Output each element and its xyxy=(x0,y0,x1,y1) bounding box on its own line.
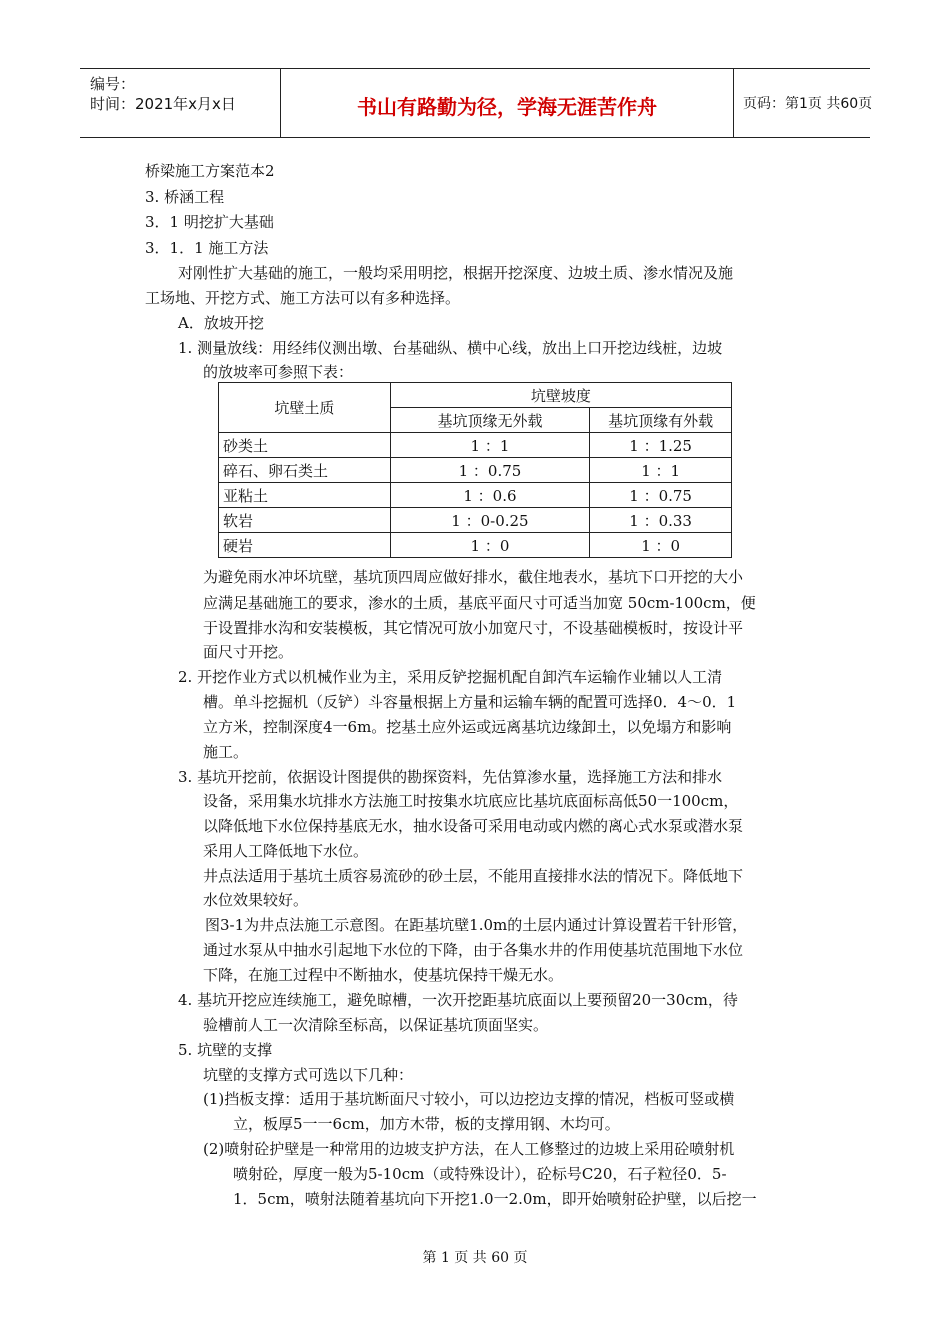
list-item-continued: 施工。 xyxy=(203,743,249,761)
slope-table xyxy=(218,382,732,558)
sub-item-continued: 立，板厚5一一6cm，加方木带，板的支撑用钢、木均可。 xyxy=(233,1115,620,1133)
list-item: 1. 测量放线：用经纬仪测出墩、台基础纵、横中心线，放出上口开挖边线桩，边坡 xyxy=(178,339,723,357)
table-cell-no-load: 1 ：0 xyxy=(390,533,590,558)
table-cell-soil: 碎石、卵石类土 xyxy=(219,458,391,483)
table-cell-soil: 砂类土 xyxy=(219,433,391,458)
paragraph-line: 水位效果较好。 xyxy=(203,891,309,909)
table-row xyxy=(219,508,732,533)
paragraph-line: 对刚性扩大基础的施工，一般均采用明挖，根据开挖深度、边坡土质、渗水情况及施 xyxy=(178,264,734,282)
header-left-cell xyxy=(80,69,280,137)
paragraph-line: 通过水泵从中抽水引起地下水位的下降，由于各集水井的作用使基坑范围地下水位 xyxy=(203,941,744,959)
section-heading: 3. 桥涵工程 xyxy=(145,188,225,206)
table-cell-no-load: 1 ：0-0.25 xyxy=(390,508,590,533)
table-cell-soil: 硬岩 xyxy=(219,533,391,558)
document-header xyxy=(80,68,873,138)
header-motto-cell xyxy=(280,69,734,137)
motto: 书山有路勤为径，学海无涯苦作舟 xyxy=(357,95,657,119)
number-label: 编号： xyxy=(90,75,136,93)
list-item: 4. 基坑开挖应连续施工，避免晾槽，一次开挖距基坑底面以上要预留20一30cm，待 xyxy=(178,991,738,1009)
list-item-continued: 槽。单斗挖掘机（反铲）斗容量根据上方量和运输车辆的配置可选择0．4～0．1 xyxy=(203,693,737,711)
list-item-continued: 验槽前人工一次清除至标高，以保证基坑顶面坚实。 xyxy=(203,1016,549,1034)
table-cell-no-load: 1 ：1 xyxy=(390,433,590,458)
sub-item: (1)挡板支撑：适用于基坑断面尺寸较小，可以边挖边支撑的情况，档板可竖或横 xyxy=(203,1090,735,1108)
table-cell-load: 1 ：0 xyxy=(590,533,732,558)
paragraph-line: 应满足基础施工的要求，渗水的土质，基底平面尺寸可适当加宽 50cm-100cm，便 xyxy=(203,594,756,612)
paragraph-line: 工场地、开挖方式、施工方法可以有多种选择。 xyxy=(145,289,461,307)
table-header-row xyxy=(219,383,732,408)
table-cell-soil: 软岩 xyxy=(219,508,391,533)
page-info: 页码：第1页 共60页 xyxy=(743,96,873,112)
sub-item: (2)喷射砼护壁是一种常用的边坡支护方法，在人工修整过的边坡上采用砼喷射机 xyxy=(203,1140,735,1158)
paragraph-line: 下降，在施工过程中不断抽水，使基坑保持干燥无水。 xyxy=(203,966,564,984)
table-header-slope: 坑壁坡度 xyxy=(390,383,731,408)
item-heading: A．放坡开挖 xyxy=(178,314,264,332)
list-item-continued: 立方米，控制深度4一6m。挖基土应外运或远离基坑边缘卸土，以免塌方和影响 xyxy=(203,718,732,736)
list-item-continued: 采用人工降低地下水位。 xyxy=(203,842,369,860)
table-cell-load: 1 ：1 xyxy=(590,458,732,483)
list-item: 3. 基坑开挖前，依据设计图提供的勘探资料，先估算渗水量，选择施工方法和排水 xyxy=(178,768,723,786)
page-footer: 第 1 页 共 60 页 xyxy=(422,1250,528,1266)
paragraph-line: 为避免雨水冲坏坑壁，基坑顶四周应做好排水，截住地表水，基坑下口开挖的大小 xyxy=(203,568,744,586)
paragraph-line: 面尺寸开挖。 xyxy=(203,643,294,661)
list-item-continued: 以降低地下水位保持基底无水，抽水设备可采用电动或内燃的离心式水泵或潜水泵 xyxy=(203,817,744,835)
table-row xyxy=(219,533,732,558)
table-cell-no-load: 1 ：0.75 xyxy=(390,458,590,483)
paragraph-line: 坑壁的支撑方式可选以下几种： xyxy=(203,1066,414,1084)
table-row xyxy=(219,458,732,483)
paragraph-line: 井点法适用于基坑土质容易流砂的砂土层，不能用直接排水法的情况下。降低地下 xyxy=(203,867,744,885)
sub-item-continued: 1．5cm，喷射法随着基坑向下开挖1.0一2.0m，即开始喷射砼护壁，以后挖一 xyxy=(233,1190,757,1208)
list-item-continued: 的放坡率可参照下表： xyxy=(203,363,354,381)
date-line: 时间：2021年x月x日 xyxy=(90,95,236,113)
table-cell-load: 1 ：0.75 xyxy=(590,483,732,508)
table-row xyxy=(219,433,732,458)
table-header-soil: 坑壁土质 xyxy=(219,383,391,433)
list-item: 5. 坑壁的支撑 xyxy=(178,1041,273,1059)
sub-item-continued: 喷射砼，厚度一般为5-10cm（或特殊设计），砼标号C20，石子粒径0．5- xyxy=(233,1165,727,1183)
header-page-cell xyxy=(733,69,873,137)
table-cell-load: 1 ：1.25 xyxy=(590,433,732,458)
paragraph-line: 图3-1为井点法施工示意图。在距基坑壁1.0m的土层内通过计算设置若干针形管， xyxy=(205,916,748,934)
paragraph-line: 于设置排水沟和安装模板，其它情况可放小加宽尺寸，不设基础模板时，按设计平 xyxy=(203,619,744,637)
subsection-heading: 3．1 明挖扩大基础 xyxy=(145,213,274,231)
table-header-no-load: 基坑顶缘无外载 xyxy=(390,408,590,433)
table-cell-no-load: 1 ：0.6 xyxy=(390,483,590,508)
table-cell-soil: 亚粘土 xyxy=(219,483,391,508)
list-item: 2. 开挖作业方式以机械作业为主，采用反铲挖掘机配自卸汽车运输作业辅以人工清 xyxy=(178,668,723,686)
table-cell-load: 1 ：0.33 xyxy=(590,508,732,533)
table-row xyxy=(219,483,732,508)
doc-title: 桥梁施工方案范本2 xyxy=(145,162,275,180)
table-header-load: 基坑顶缘有外载 xyxy=(590,408,732,433)
subsubsection-heading: 3．1．1 施工方法 xyxy=(145,239,269,257)
list-item-continued: 设备，采用集水坑排水方法施工时按集水坑底应比基坑底面标高低50一100cm， xyxy=(203,792,739,810)
